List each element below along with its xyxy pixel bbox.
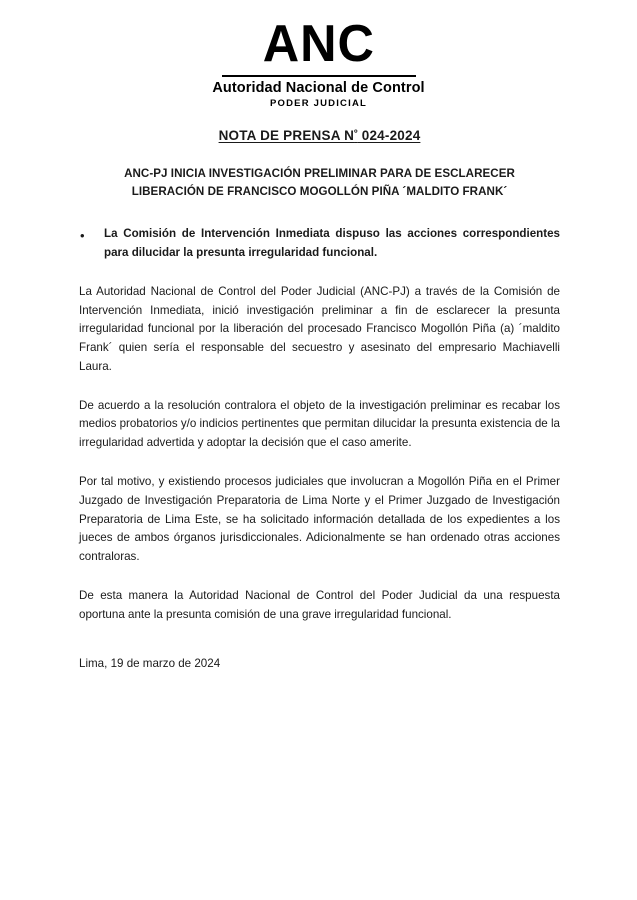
page-title	[79, 128, 560, 143]
headline-line-1: ANC-PJ INICIA INVESTIGACIÓN PRELIMINAR PARA DE ESCLARECER	[124, 167, 515, 180]
body-paragraph-2: De acuerdo a la resolución contralora el objeto de la investigación preliminar es recabar los medios probatorios y/o indicios pertinentes que permitan dilucidar la presunta existencia de la irregularidad advertida y adoptar la decisión que el caso amerite.	[79, 398, 560, 450]
body-paragraph-3: Por tal motivo, y existiendo procesos judiciales que involucran a Mogollón Piña en el Primer Juzgado de Investigación Preparatoria de Lima Norte y el Primer Juzgado de Investigación Preparatoria de Lima Este, se ha solicitado información detallada de los expedientes a los jueces de ambos órganos jurisdiccionales. Adicionalmente se han ordenado otras acciones contraloras.	[79, 475, 560, 564]
dateline: Lima, 19 de marzo de 2024	[79, 656, 221, 670]
page-title-text	[219, 128, 421, 143]
anc-logo-branch-name: PODER JUDICIAL	[269, 97, 368, 109]
letterhead	[0, 0, 637, 109]
headline-line-2: LIBERACIÓN DE FRANCISCO MOGOLLÓN PIÑA ´MALDITO FRANK´	[131, 184, 508, 198]
key-point-text: La Comisión de Intervención Inmediata dispuso las acciones correspondientes para dilucidar la presunta irregularidad funcional.	[104, 227, 560, 259]
logo-divider-rule	[222, 75, 416, 77]
anc-logo-acronym: ANC	[262, 15, 375, 73]
bullet-marker-icon: •	[80, 228, 85, 244]
page-title-prefix: NOTA DE PRENSA N	[218, 128, 355, 143]
document-body	[79, 128, 560, 673]
key-point-bullet	[79, 225, 560, 263]
page-title-ordinal-mark: º	[354, 127, 358, 139]
body-paragraph-4: De esta manera la Autoridad Nacional de Control del Poder Judicial da una respuesta oportuna ante la presunta comisión de una grave irregularidad funcional.	[79, 588, 560, 621]
anc-logo-institution-name: Autoridad Nacional de Control	[212, 80, 425, 96]
headline	[79, 165, 560, 200]
page-title-number: 024-2024	[357, 128, 421, 143]
body-paragraph-1: La Autoridad Nacional de Control del Poder Judicial (ANC-PJ) a través de la Comisión de Intervención Inmediata, inició investigación preliminar a fin de esclarecer la presunta irregularidad funcional por la liberación del procesado Francisco Mogollón Piña (a) ´maldito Frank´ quien sería el responsable del secuestro y asesinato del empresario Machiavelli Laura.	[79, 284, 560, 373]
